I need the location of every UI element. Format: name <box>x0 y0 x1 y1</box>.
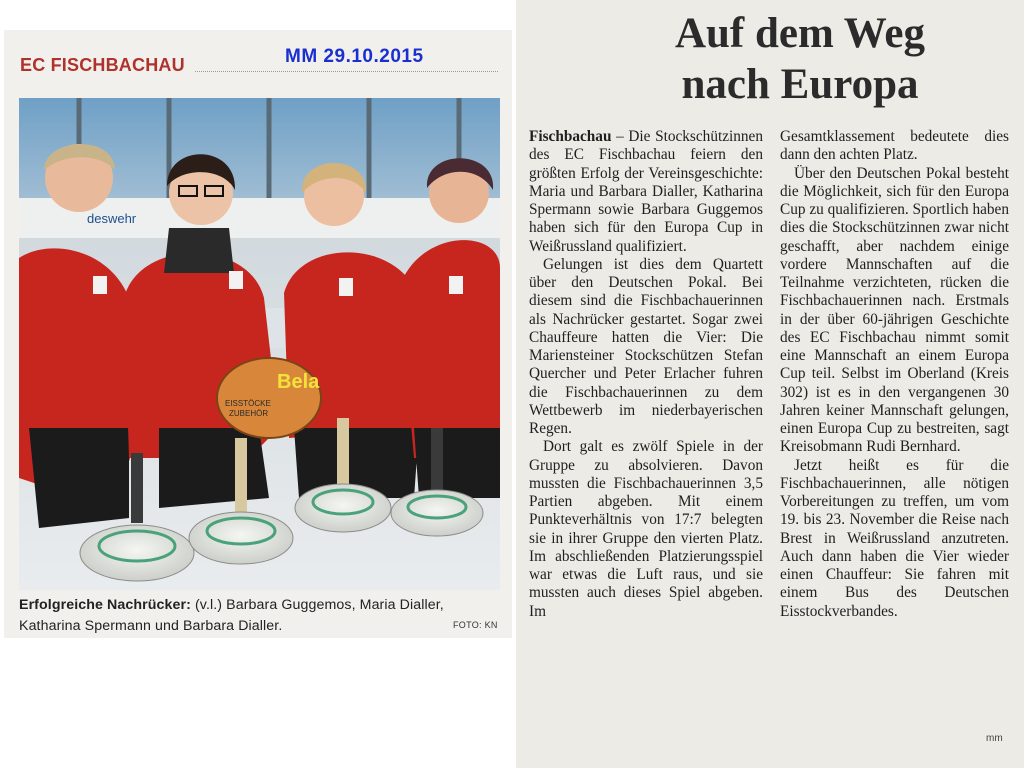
article-column-1 <box>529 128 763 621</box>
section-label: EC FISCHBACHAU <box>20 55 185 75</box>
article-headline <box>610 8 990 110</box>
team-photo <box>19 98 500 590</box>
sign-line1-text: EISSTÖCKE <box>225 399 271 408</box>
sponsor-sign <box>217 358 321 438</box>
col1-paragraph-3: Dort galt es zwölf Spiele in der Gruppe zu absolvieren. Davon mussten die Fischbachauerinnen 3,5 Partien abgeben. Mit einem Punkteverhältnis von 17:7 belegten sie in ihrer Gruppe den vierten Platz. Im abschließenden Platzierungsspiel war etwas die Luft raus, und sie mussten auch dieses Spiel abgeben. Im <box>529 438 763 620</box>
col1-paragraph-1: – Die Stockschützinnen des EC Fischbachau feiern den größten Erfolg der Vereinsgeschichte: Maria und Barbara Dialler, Katharina Spermann sowie Barbara Guggemos haben sich für den Europa Cup in Weißrussland qualifiziert. <box>529 128 763 255</box>
headline-line-1: Auf dem Weg <box>674 10 926 57</box>
col2-paragraph-3: Jetzt heißt es für die Fischbachauerinnen, alle nötigen Vorbereitungen zu treffen, um vom 19. bis 23. November die Reise nach Brest in Weißrussland anzutreten. Auch dann haben die Vier wieder einen Chauffeur: Sie fahren mit einem Bus des Deutschen Eisstockverbandes. <box>780 456 1009 620</box>
col2-paragraph-1: Gesamtklassement bedeutete dies dann den achten Platz. <box>780 128 1009 164</box>
sign-line2-text: ZUBEHÖR <box>229 409 269 418</box>
photo-credit: FOTO: KN <box>453 620 498 630</box>
photo-caption <box>19 595 503 637</box>
author-signature: mm <box>986 733 1003 744</box>
sign-brand-text: Bela <box>277 371 320 393</box>
col2-paragraph-2: Über den Deutschen Pokal besteht die Möglichkeit, sich für den Europa Cup zu qualifizieren. Sportlich haben dies die Stockschützinnen zwar nicht geschafft, aber nachdem einige vordere Mannschaften auf die Teilnahme verzichteten, rücken die Fischbachauerinnen nach. Erstmals in der über 60-jährigen Geschichte des EC Fischbachau nimmt somit eine Mannschaft an einem Europa Cup teil. Selbst im Oberland (Kreis 302) ist es in den vergangenen 30 Jahren keiner Mannschaft gelungen, einen Europa Cup zu bestreiten, sagt Kreisobmann Rudi Bernhard. <box>780 164 1009 456</box>
dateline: Fischbachau <box>529 128 612 145</box>
col1-paragraph-2: Gelungen ist dies dem Quartett über den Deutschen Pokal. Bei diesem sind die Fischbachauerinnen als Nachrücker gestartet. Sogar zwei Chauffeure hatten die Vier: Die Mariensteiner Stockschützen Stefan Quercher und Peter Erlacher fuhren die Fischbachauerinnen zu dem Wettbewerb im niederbayerischen Regen. <box>529 255 763 437</box>
date-stamp: MM 29.10.2015 <box>285 46 424 67</box>
caption-lead: Erfolgreiche Nachrücker: <box>19 597 191 613</box>
article-column-2 <box>780 128 1009 621</box>
banner-text: deswehr <box>87 211 137 226</box>
headline-line-2: nach Europa <box>681 61 919 108</box>
caption-text: (v.l.) Barbara Guggemos, Maria Dialler, Katharina Spermann und Barbara Dialler. <box>19 597 444 634</box>
section-divider <box>195 71 498 72</box>
